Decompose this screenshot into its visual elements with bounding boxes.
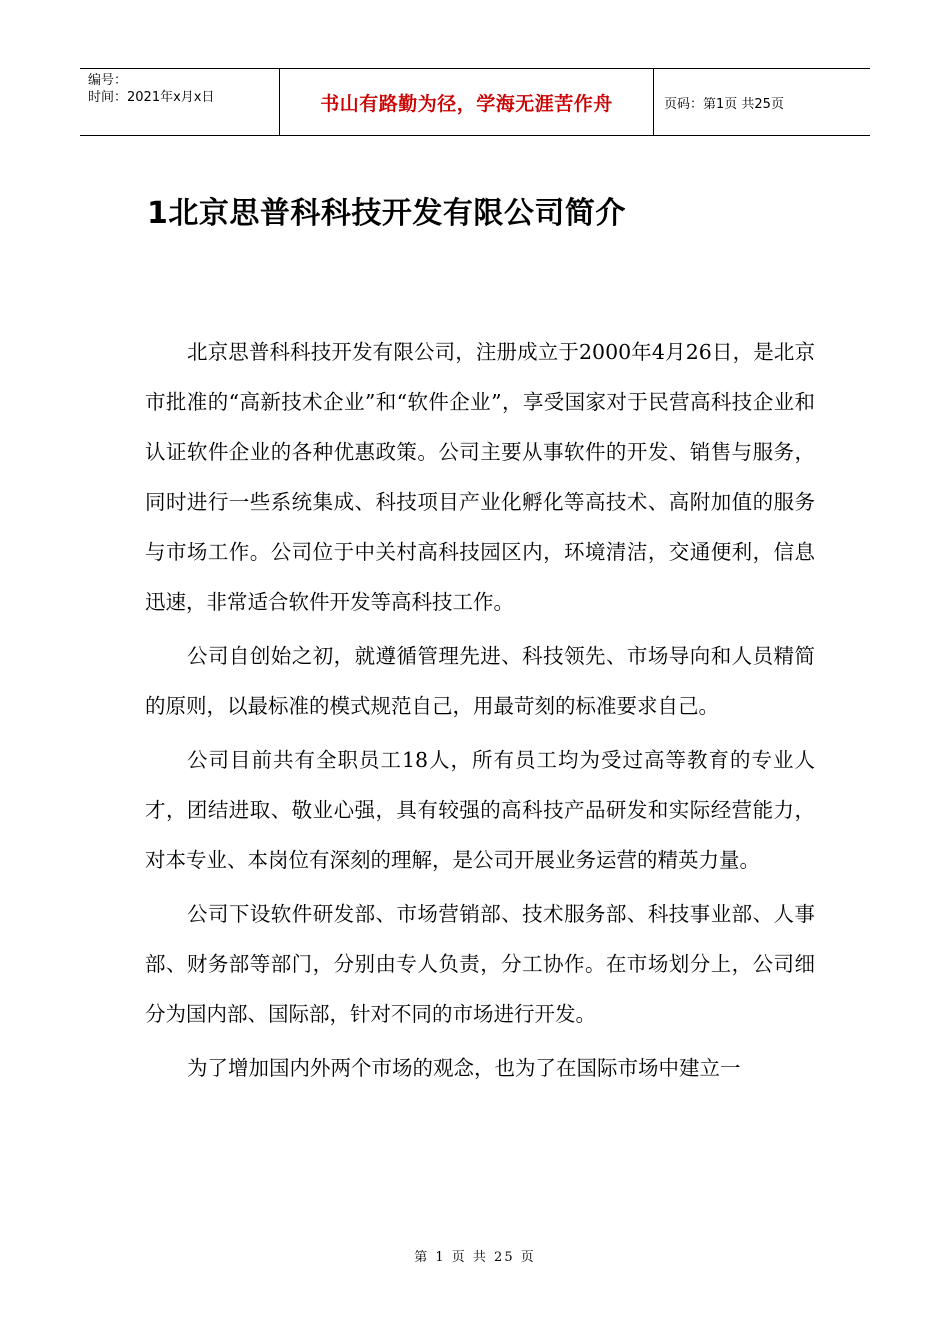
document-date-label: 时间：2021年x月x日 — [88, 90, 215, 105]
header-meta — [80, 69, 280, 135]
document-body — [145, 327, 815, 1097]
body-paragraph: 公司目前共有全职员工18人，所有员工均为受过高等教育的专业人才，团结进取、敬业心强，具有较强的高科技产品研发和实际经营能力，对本专业、本岗位有深刻的理解，是公司开展业务运营的精英力量。 — [145, 748, 815, 872]
body-paragraph: 公司下设软件研发部、市场营销部、技术服务部、科技事业部、人事部、财务部等部门，分别由专人负责，分工协作。在市场划分上，公司细分为国内部、国际部，针对不同的市场进行开发。 — [145, 902, 815, 1026]
page-footer: 第 1 页 共 25 页 — [414, 1250, 536, 1265]
body-paragraph: 公司自创始之初，就遵循管理先进、科技领先、市场导向和人员精简的原则，以最标准的模式规范自己，用最苛刻的标准要求自己。 — [145, 644, 815, 718]
page-header — [80, 68, 870, 136]
document-title: 1北京思普科科技开发有限公司简介 — [147, 196, 626, 231]
body-paragraph: 为了增加国内外两个市场的观念，也为了在国际市场中建立一 — [187, 1056, 741, 1080]
body-paragraph: 北京思普科科技开发有限公司，注册成立于2000年4月26日，是北京市批准的“高新技术企业”和“软件企业”，享受国家对于民营高科技企业和认证软件企业的各种优惠政策。公司主要从事软件的开发、销售与服务，同时进行一些系统集成、科技项目产业化孵化等高技术、高附加值的服务与市场工作。公司位于中关村高科技园区内，环境清洁，交通便利，信息迅速，非常适合软件开发等高科技工作。 — [145, 340, 815, 614]
header-page-info: 页码：第1页 共25页 — [664, 96, 784, 112]
header-motto: 书山有路勤为径，学海无涯苦作舟 — [280, 69, 654, 135]
document-number-label: 编号： — [88, 73, 128, 88]
